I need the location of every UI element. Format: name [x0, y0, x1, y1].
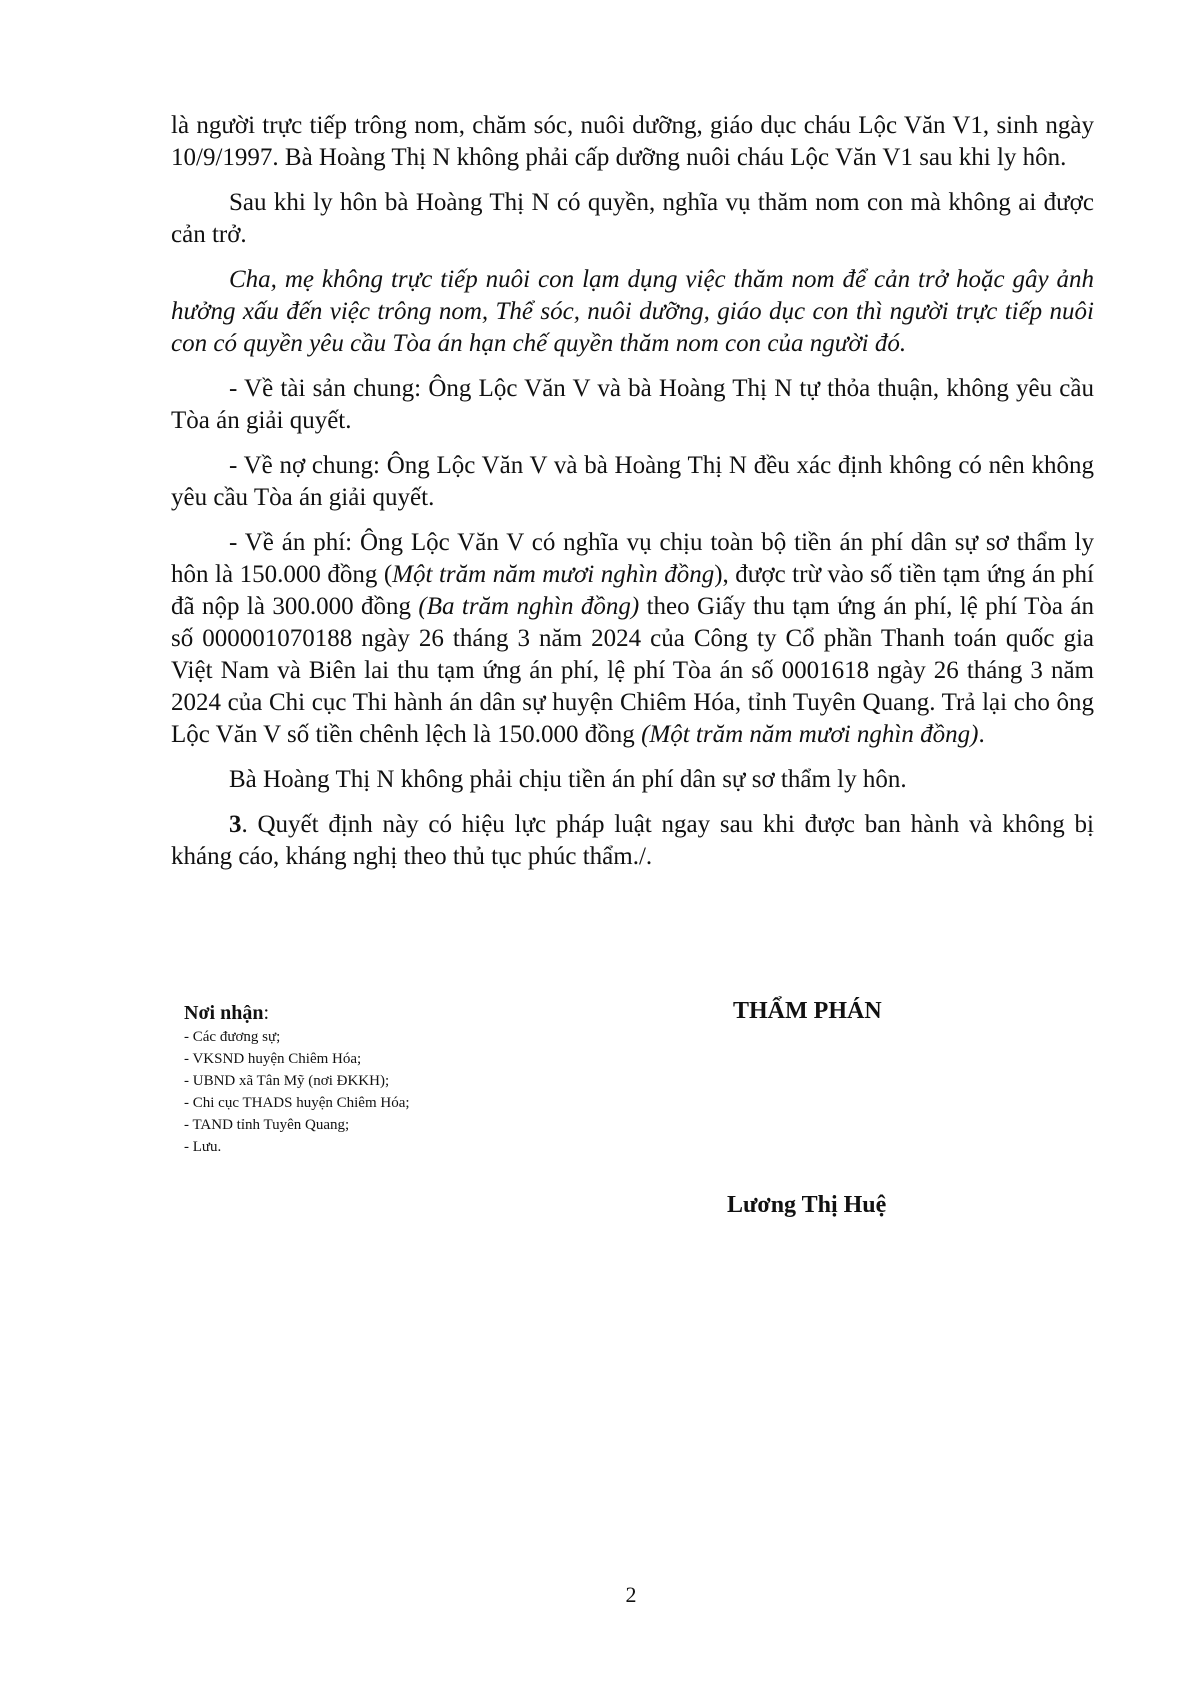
judge-name: Lương Thị Huệ	[727, 1192, 887, 1218]
paragraph-effect: 3. Quyết định này có hiệu lực pháp luật ngay sau khi được ban hành và không bị kháng cáo, kháng nghị theo thủ tục phúc thẩm./.	[171, 811, 1094, 870]
recipients-block	[184, 1000, 644, 1158]
recipient-item: - Chi cục THADS huyện Chiêm Hóa;	[184, 1095, 410, 1111]
decision-body	[171, 110, 1094, 886]
recipient-item: - UBND xã Tân Mỹ (nơi ĐKKH);	[184, 1073, 390, 1089]
judge-title: THẨM PHÁN	[733, 998, 882, 1024]
paragraph-common-debt: - Về nợ chung: Ông Lộc Văn V và bà Hoàng Thị N đều xác định không có nên không yêu cầu Tòa án giải quyết.	[171, 452, 1094, 511]
paragraph-court-fees: - Về án phí: Ông Lộc Văn V có nghĩa vụ chịu toàn bộ tiền án phí dân sự sơ thẩm ly hôn là 150.000 đồng (Một trăm năm mươi nghìn đồng), được trừ vào số tiền tạm ứng án phí đã nộp là 300.000 đồng (Ba trăm nghìn đồng) theo Giấy thu tạm ứng án phí, lệ phí Tòa án số 000001070188 ngày 26 tháng 3 năm 2024 của Công ty Cổ phần Thanh toán quốc gia Việt Nam và Biên lai thu tạm ứng án phí, lệ phí Tòa án số 0001618 ngày 26 tháng 3 năm 2024 của Chi cục Thi hành án dân sự huyện Chiêm Hóa, tỉnh Tuyên Quang. Trả lại cho ông Lộc Văn V số tiền chênh lệch là 150.000 đồng (Một trăm năm mươi nghìn đồng).	[171, 529, 1094, 748]
paragraph-custody: là người trực tiếp trông nom, chăm sóc, nuôi dưỡng, giáo dục cháu Lộc Văn V1, sinh ngày 10/9/1997. Bà Hoàng Thị N không phải cấp dưỡng nuôi cháu Lộc Văn V1 sau khi ly hôn.	[171, 112, 1094, 171]
recipient-item: - Lưu.	[184, 1139, 222, 1155]
recipients-heading: Nơi nhận:	[184, 1002, 270, 1024]
paragraph-fee-exemption: Bà Hoàng Thị N không phải chịu tiền án phí dân sự sơ thẩm ly hôn.	[229, 766, 907, 793]
recipient-item: - VKSND huyện Chiêm Hóa;	[184, 1051, 362, 1067]
paragraph-common-property: - Về tài sản chung: Ông Lộc Văn V và bà Hoàng Thị N tự thỏa thuận, không yêu cầu Tòa án giải quyết.	[171, 375, 1094, 434]
paragraph-visitation-limit: Cha, mẹ không trực tiếp nuôi con lạm dụng việc thăm nom để cản trở hoặc gây ảnh hưởng xấu đến việc trông nom, Thể sóc, nuôi dưỡng, giáo dục con thì người trực tiếp nuôi con có quyền yêu cầu Tòa án hạn chế quyền thăm nom con của người đó.	[171, 266, 1094, 357]
recipient-item: - Các đương sự;	[184, 1029, 281, 1045]
recipient-item: - TAND tỉnh Tuyên Quang;	[184, 1117, 350, 1133]
section-number: 3	[229, 811, 242, 838]
page-number: 2	[625, 1582, 637, 1607]
paragraph-visitation-right: Sau khi ly hôn bà Hoàng Thị N có quyền, nghĩa vụ thăm nom con mà không ai được cản trở.	[171, 189, 1094, 248]
